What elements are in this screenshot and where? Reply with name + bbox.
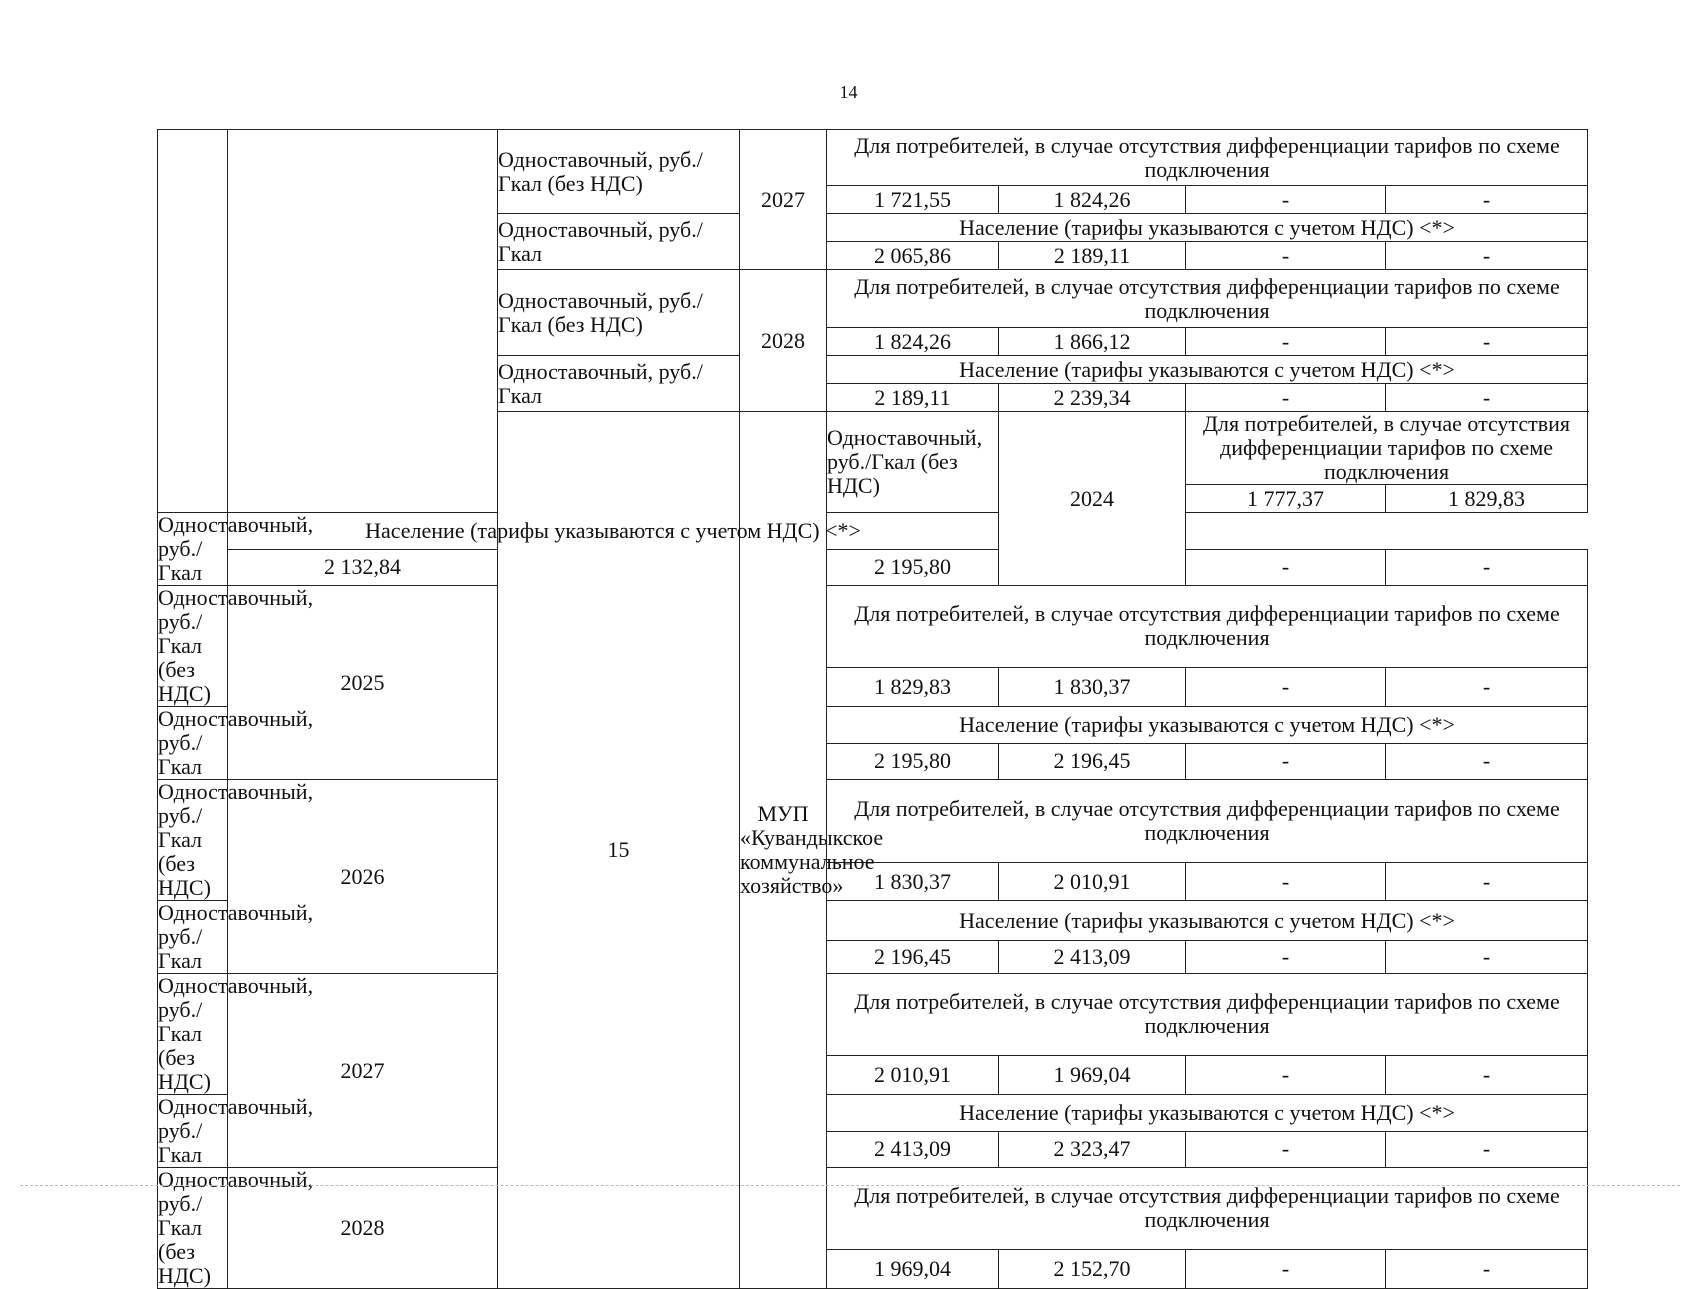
value-cell: 2 195,80: [827, 743, 999, 780]
dash-cell: -: [1186, 242, 1386, 270]
dash-cell: -: [1386, 743, 1588, 780]
tariff-kind-cell: Одноставочный, руб./Гкал: [498, 214, 740, 270]
value-cell: 2 196,45: [999, 743, 1186, 780]
value-cell: 1 969,04: [999, 1055, 1186, 1094]
table-row: [158, 586, 1588, 668]
dash-cell: -: [1386, 941, 1588, 974]
category-cell: Население (тарифы указываются с учетом НДС) <*>: [827, 901, 1588, 941]
value-cell: 2 010,91: [999, 863, 1186, 901]
org-number: 15: [498, 412, 740, 1289]
category-cell: Население (тарифы указываются с учетом НДС) <*>: [827, 707, 1588, 744]
category-cell: Для потребителей, в случае отсутствия дифференциации тарифов по схеме подключения: [827, 586, 1588, 668]
category-cell: Для потребителей, в случае отсутствия дифференциации тарифов по схеме подключения: [827, 974, 1588, 1056]
dash-cell: -: [1386, 384, 1588, 412]
dash-cell: -: [1186, 1131, 1386, 1168]
value-cell: 1 824,26: [827, 328, 999, 356]
tariff-kind-cell: Одноставочный, руб./Гкал (без НДС): [158, 779, 314, 900]
dash-cell: -: [1386, 1249, 1588, 1288]
dash-cell: -: [1186, 743, 1386, 780]
value-cell: 2 323,47: [999, 1131, 1186, 1168]
category-cell: Население (тарифы указываются с учетом НДС) <*>: [827, 356, 1588, 384]
table-row: [158, 130, 1588, 186]
value-cell: 2 196,45: [827, 941, 999, 974]
year-cell: 2028: [740, 270, 827, 412]
table-row: [158, 974, 1588, 1056]
tariff-kind-cell: Одноставочный, руб./Гкал: [158, 1094, 314, 1167]
tariff-kind-cell: Одноставочный, руб./Гкал (без НДС): [498, 270, 740, 356]
category-cell: Для потребителей, в случае отсутствия дифференциации тарифов по схеме подключения: [827, 130, 1588, 186]
org-number-cell-empty: [158, 130, 228, 513]
dash-cell: -: [1386, 1055, 1588, 1094]
tariff-kind-cell: Одноставочный, руб./Гкал (без НДС): [158, 1167, 314, 1288]
value-cell: 1 777,37: [1186, 485, 1386, 513]
value-cell: 1 829,83: [1386, 485, 1588, 513]
category-cell: Население (тарифы указываются с учетом НДС) <*>: [827, 1095, 1588, 1132]
year-cell: 2028: [228, 1168, 498, 1289]
value-cell: 1 829,83: [827, 667, 999, 706]
value-cell: 1 866,12: [999, 328, 1186, 356]
tariff-kind-cell: Одноставочный, руб./Гкал: [158, 706, 314, 779]
category-cell: Население (тарифы указываются с учетом НДС) <*>: [827, 214, 1588, 242]
tariff-kind-cell: Одноставочный, руб./Гкал (без НДС): [158, 973, 314, 1094]
value-cell: 1 830,37: [999, 667, 1186, 706]
tariff-table: [157, 129, 1588, 1289]
dash-cell: -: [1386, 667, 1588, 706]
table-row: [158, 1168, 1588, 1250]
dash-cell: -: [1186, 1249, 1386, 1288]
dash-cell: -: [1386, 863, 1588, 901]
dash-cell: -: [1386, 1131, 1588, 1168]
dash-cell: -: [1186, 328, 1386, 356]
value-cell: 2 010,91: [827, 1055, 999, 1094]
value-cell: 2 065,86: [827, 242, 999, 270]
org-name-cell-empty: [228, 130, 498, 513]
table-row: [158, 549, 1588, 586]
page-number: 14: [839, 82, 858, 102]
tariff-kind-cell: Одноставочный, руб./Гкал (без НДС): [498, 130, 740, 214]
year-cell: 2027: [740, 130, 827, 270]
tariff-kind-cell: Одноставочный, руб./Гкал: [498, 356, 740, 412]
dash-cell: -: [1386, 242, 1588, 270]
dash-cell: -: [1186, 384, 1386, 412]
dash-cell: -: [1186, 549, 1386, 586]
value-cell: 2 189,11: [827, 384, 999, 412]
dash-cell: -: [1186, 1055, 1386, 1094]
value-cell: 2 239,34: [999, 384, 1186, 412]
value-cell: 1 721,55: [827, 186, 999, 214]
tariff-kind-cell: Одноставочный, руб./Гкал: [158, 900, 314, 973]
year-cell: 2027: [228, 974, 498, 1168]
value-cell: 2 189,11: [999, 242, 1186, 270]
value-cell: 2 413,09: [827, 1131, 999, 1168]
value-cell: 2 132,84: [228, 549, 498, 586]
category-cell: Для потребителей, в случае отсутствия дифференциации тарифов по схеме подключения: [827, 780, 1588, 863]
dash-cell: -: [1186, 667, 1386, 706]
table-row: [158, 513, 1588, 550]
org-name: МУП «Кувандыкское коммунальное хозяйство»: [740, 412, 827, 1289]
category-cell: Население (тарифы указываются с учетом НДС) <*>: [228, 513, 999, 550]
value-cell: 2 195,80: [827, 549, 999, 586]
dash-cell: -: [1386, 328, 1588, 356]
value-cell: 2 152,70: [999, 1249, 1186, 1288]
value-cell: 1 824,26: [999, 186, 1186, 214]
scan-edge-line: [20, 1185, 1680, 1186]
tariff-kind-cell: Одноставочный, руб./Гкал (без НДС): [827, 412, 999, 513]
category-cell: Для потребителей, в случае отсутствия дифференциации тарифов по схеме подключения: [827, 1168, 1588, 1250]
year-cell: 2025: [228, 586, 498, 780]
category-cell: Для потребителей, в случае отсутствия дифференциации тарифов по схеме подключения: [1186, 412, 1588, 485]
year-cell: 2026: [228, 780, 498, 974]
value-cell: 2 413,09: [999, 941, 1186, 974]
value-cell: 1 969,04: [827, 1249, 999, 1288]
dash-cell: -: [1186, 186, 1386, 214]
tariff-kind-cell: Одноставочный, руб./Гкал (без НДС): [158, 585, 314, 706]
year-cell: 2024: [999, 412, 1186, 586]
dash-cell: -: [1386, 186, 1588, 214]
dash-cell: -: [1386, 549, 1588, 586]
dash-cell: -: [1186, 941, 1386, 974]
dash-cell: -: [1186, 863, 1386, 901]
category-cell: Для потребителей, в случае отсутствия дифференциации тарифов по схеме подключения: [827, 270, 1588, 328]
value-cell: 1 830,37: [827, 863, 999, 901]
tariff-kind-cell: Одноставочный, руб./Гкал: [158, 512, 314, 585]
